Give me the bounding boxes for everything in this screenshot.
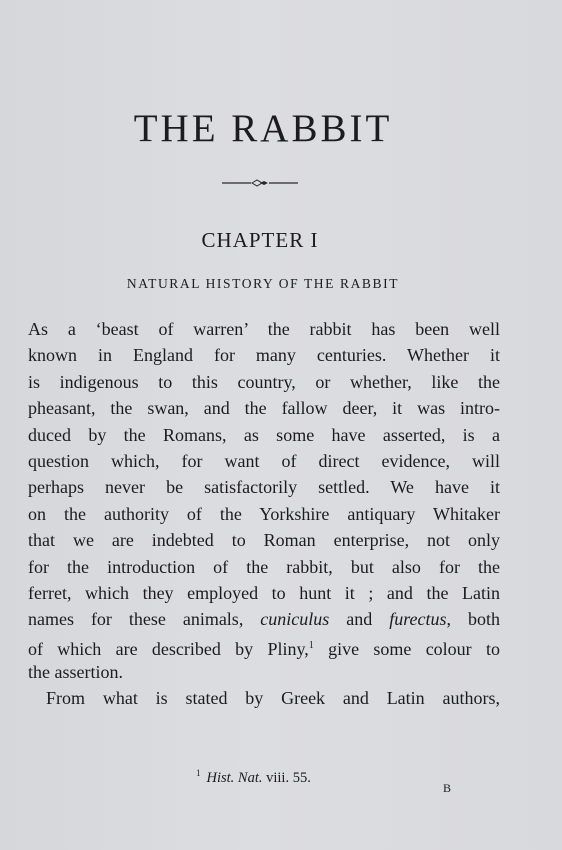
text-line: duced by the Romans, as some have asserted, is a xyxy=(28,424,500,445)
text-fragment: of which are described by Pliny, xyxy=(28,638,309,659)
text-line: for the introduction of the rabbit, but also for the xyxy=(28,556,500,577)
footnote xyxy=(196,768,311,787)
latin-term: cuniculus xyxy=(260,609,330,630)
text-fragment: , both xyxy=(446,609,500,630)
body-text xyxy=(28,316,500,712)
text-line: perhaps never be satisfactorily settled. We have it xyxy=(28,477,500,498)
text-line: As a ‘beast of warren’ the rabbit has been well xyxy=(28,319,500,339)
ornament-divider xyxy=(222,177,298,189)
chapter-subtitle: NATURAL HISTORY OF THE RABBIT xyxy=(126,276,400,291)
footnote-text: viii. 55. xyxy=(262,769,311,786)
text-line: the assertion. xyxy=(28,662,123,683)
text-line: that we are indebted to Roman enterprise, not only xyxy=(28,530,500,551)
text-fragment: and xyxy=(329,609,390,630)
footnote-source: Hist. Nat. xyxy=(206,769,263,786)
text-line: known in England for many centuries. Whether it xyxy=(28,345,500,366)
text-line: ferret, which they employed to hunt it ; and the Latin xyxy=(28,582,500,603)
text-line: on the authority of the Yorkshire antiquary Whitaker xyxy=(28,503,500,524)
footnote-reference: 1 xyxy=(308,639,314,651)
page-title: THE RABBIT xyxy=(133,107,393,150)
text-fragment: give some colour to xyxy=(313,638,500,659)
footnote-mark: 1 xyxy=(196,768,201,778)
text-line xyxy=(28,606,500,632)
text-line: question which, for want of direct evidence, will xyxy=(28,450,500,471)
text-line: is indigenous to this country, or whether, like the xyxy=(28,371,500,392)
text-line xyxy=(28,633,500,659)
latin-term: furectus xyxy=(389,609,447,630)
text-line: From what is stated by Greek and Latin authors, xyxy=(46,688,500,709)
text-line: pheasant, the swan, and the fallow deer, it was intro- xyxy=(28,398,500,419)
chapter-heading: CHAPTER I xyxy=(201,228,319,252)
text-fragment: names for these animals, xyxy=(28,609,261,630)
signature-mark: B xyxy=(443,781,452,795)
